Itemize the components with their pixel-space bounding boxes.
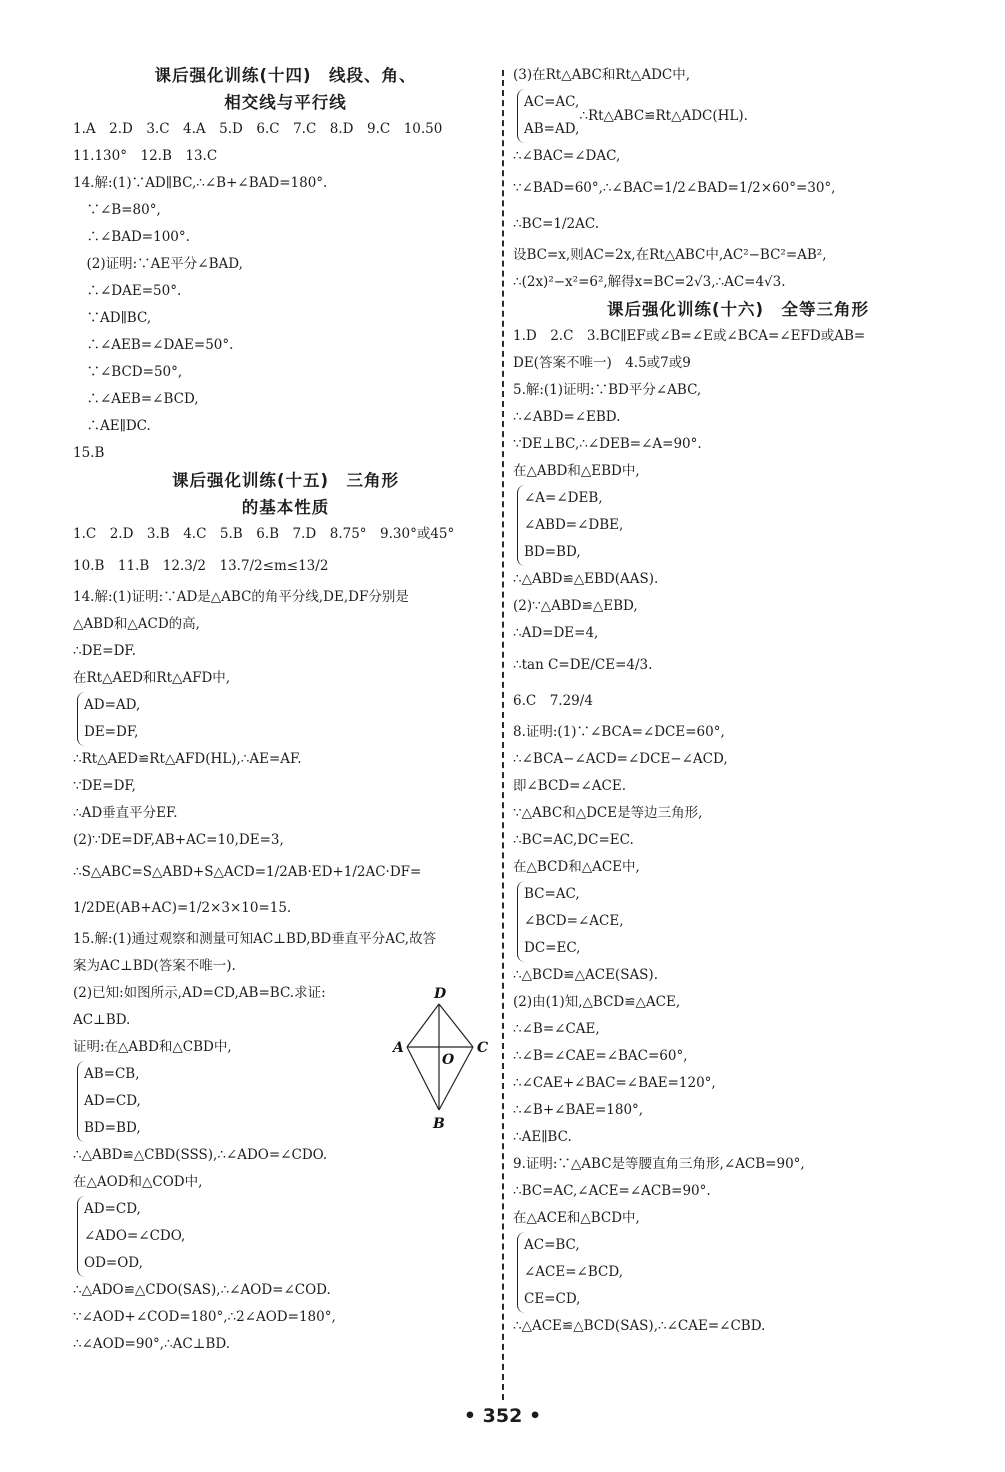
answer-line: ∴△BCD≌△ACE(SAS). [513,967,658,983]
answer-line: 14.解:(1)证明:∵AD是△ABC的角平分线,DE,DF分别是 [73,589,409,605]
column-divider [502,70,504,1400]
vertex-label-a: A [393,1040,404,1056]
answer-line: ∴∠BCA−∠ACD=∠DCE−∠ACD, [513,751,728,767]
answer-line: 10.B 11.B 12.3/2 13.7/2≤m≤13/2 [73,558,329,574]
answer-line: 15.B [73,445,105,461]
answer-line: ∵∠B=80°, [73,202,161,218]
answer-line: (2)∵DE=DF,AB+AC=10,DE=3, [73,832,284,848]
answer-line: 11.130° 12.B 13.C [73,148,218,164]
answer-line: ∴∠DAE=50°. [73,283,182,299]
vertex-label-b: B [433,1116,445,1132]
answer-line: ∵AD∥BC, [73,310,152,326]
equation: BD=BD, [84,1120,141,1136]
answer-line: ∴∠BAC=∠DAC, [513,148,621,164]
answer-line: 1.D 2.C 3.BC∥EF或∠B=∠E或∠BCA=∠EFD或AB= [513,328,866,344]
answer-line: 设BC=x,则AC=2x,在Rt△ABC中,AC²−BC²=AB², [513,247,827,263]
answer-line: ∴∠AOD=90°,∴AC⊥BD. [73,1336,230,1352]
equation-system [517,881,963,962]
answer-line: ∵∠BAD=60°,∴∠BAC=1/2∠BAD=1/2×60°=30°, [513,180,836,196]
answer-line: 1/2DE(AB+AC)=1/2×3×10=15. [73,900,292,916]
answer-line: ∴AD垂直平分EF. [73,805,178,821]
equation: AB=AD, [524,121,580,137]
answer-line: DE(答案不唯一) 4.5或7或9 [513,355,691,371]
equation: BC=AC, [524,886,580,902]
answer-line: 在△ABD和△EBD中, [513,463,640,479]
answer-line: ∴BC=AC,DC=EC. [513,832,634,848]
answer-line: ∴△ABD≌△CBD(SSS),∴∠ADO=∠CDO. [73,1147,328,1163]
vertex-label-o: O [442,1052,455,1068]
equation: DC=EC, [524,940,581,956]
answer-line: ∴DE=DF. [73,643,136,659]
equation: AD=CD, [84,1093,141,1109]
answer-line: 8.证明:(1)∵∠BCA=∠DCE=60°, [513,724,725,740]
answer-line: 5.解:(1)证明:∵BD平分∠ABC, [513,382,702,398]
answer-line: (2)由(1)知,△BCD≌△ACE, [513,994,681,1010]
equation-block [513,89,963,143]
vertex-label-c: C [477,1040,489,1056]
answer-line: ∴∠AEB=∠DAE=50°. [73,337,234,353]
answer-line: 即∠BCD=∠ACE. [513,778,626,794]
answer-line: 15.解:(1)通过观察和测量可知AC⊥BD,BD垂直平分AC,故答 [73,931,437,947]
equation: AC=AC, [524,94,580,110]
answer-line: ∴BC=1/2AC. [513,216,600,232]
section-14-title-line1: 课后强化训练(十四) 线段、角、 [154,66,417,85]
equation-system [517,485,963,566]
answer-line: 证明:在△ABD和△CBD中, [73,1039,232,1055]
answer-line: ∴∠BAD=100°. [73,229,190,245]
answer-line: 9.证明:∵△ABC是等腰直角三角形,∠ACB=90°, [513,1156,805,1172]
equation: AB=CB, [84,1066,140,1082]
equation: DE=DF, [84,724,139,740]
answer-line: 1.A 2.D 3.C 4.A 5.D 6.C 7.C 8.D 9.C 10.50 [73,121,443,137]
equation-system [517,89,579,143]
page-number: • 352 • [463,1405,542,1427]
equation: CE=CD, [524,1291,581,1307]
answer-line: 案为AC⊥BD(答案不唯一). [73,958,236,974]
answer-line: ∴∠B=∠CAE, [513,1021,600,1037]
equation-system [517,1232,963,1313]
answer-line: ∴∠B=∠CAE=∠BAC=60°, [513,1048,688,1064]
answer-line: 1.C 2.D 3.B 4.C 5.B 6.B 7.D 8.75° 9.30°或45° [73,526,455,542]
answer-line: ∴∠B+∠BAE=180°, [513,1102,644,1118]
answer-line: (2)∵△ABD≌△EBD, [513,598,638,614]
equation: ∠A=∠DEB, [524,490,603,506]
answer-line: 在△ACE和△BCD中, [513,1210,640,1226]
answer-line: (2)证明:∵AE平分∠BAD, [73,256,243,272]
section-16-title: 课后强化训练(十六) 全等三角形 [606,300,870,319]
answer-line: ∴∠ABD=∠EBD. [513,409,621,425]
answer-line: (3)在Rt△ABC和Rt△ADC中, [513,67,691,83]
answer-line: 6.C 7.29/4 [513,693,593,709]
answer-line: AC⊥BD. [73,1012,131,1028]
left-column [73,62,498,1358]
answer-line: ∵DE⊥BC,∴∠DEB=∠A=90°. [513,436,702,452]
equation-system [77,692,498,746]
vertex-label-d: D [434,986,447,1002]
answer-line: ∴AD=DE=4, [513,625,599,641]
answer-line: 14.解:(1)∵AD∥BC,∴∠B+∠BAD=180°. [73,175,328,191]
answer-line: ∵∠BCD=50°, [73,364,183,380]
right-column [513,62,963,1340]
answer-line: ∵∠AOD+∠COD=180°,∴2∠AOD=180°, [73,1309,336,1325]
answer-line: ∴Rt△ABC≌Rt△ADC(HL). [579,107,748,124]
answer-line: ∴△ABD≌△EBD(AAS). [513,571,659,587]
equation: ∠BCD=∠ACE, [524,913,624,929]
answer-line: (2)已知:如图所示,AD=CD,AB=BC.求证: [73,985,326,1001]
answer-line: △ABD和△ACD的高, [73,616,200,632]
answer-line: ∴△ACE≌△BCD(SAS),∴∠CAE=∠CBD. [513,1318,766,1334]
equation: ∠ADO=∠CDO, [84,1228,186,1244]
section-15-title-line2: 的基本性质 [241,498,330,517]
answer-line: ∴AE∥BC. [513,1129,572,1145]
kite-figure [385,970,500,1155]
equation: ∠ABD=∠DBE, [524,517,624,533]
answer-line: ∴∠CAE+∠BAC=∠BAE=120°, [513,1075,716,1091]
answer-line: 在△AOD和△COD中, [73,1174,203,1190]
equation: AD=CD, [84,1201,141,1217]
answer-line: ∴AE∥DC. [73,418,151,434]
answer-line: ∴Rt△AED≌Rt△AFD(HL),∴AE=AF. [73,751,302,767]
equation: BD=BD, [524,544,581,560]
equation-system [77,1196,498,1277]
answer-line: 在Rt△AED和Rt△AFD中, [73,670,231,686]
equation: AC=BC, [524,1237,580,1253]
answer-line: ∵DE=DF, [73,778,136,794]
answer-line: ∴△ADO≌△CDO(SAS),∴∠AOD=∠COD. [73,1282,331,1298]
equation: OD=OD, [84,1255,143,1271]
answer-line: ∴tan C=DE/CE=4/3. [513,657,653,673]
answer-line: ∴BC=AC,∠ACE=∠ACB=90°. [513,1183,711,1199]
answer-line: 在△BCD和△ACE中, [513,859,640,875]
section-14-title-line2: 相交线与平行线 [224,93,347,112]
section-15-title-line1: 课后强化训练(十五) 三角形 [171,471,400,490]
section-14-answers [73,116,498,467]
answer-line: ∴∠AEB=∠BCD, [73,391,199,407]
answer-line: ∴S△ABC=S△ABD+S△ACD=1/2AB·ED+1/2AC·DF= [73,864,422,880]
answer-line: ∴(2x)²−x²=6²,解得x=BC=2√3,∴AC=4√3. [513,274,786,290]
equation: AD=AD, [84,697,141,713]
equation: ∠ACE=∠BCD, [524,1264,624,1280]
answer-line: ∵△ABC和△DCE是等边三角形, [513,805,703,821]
